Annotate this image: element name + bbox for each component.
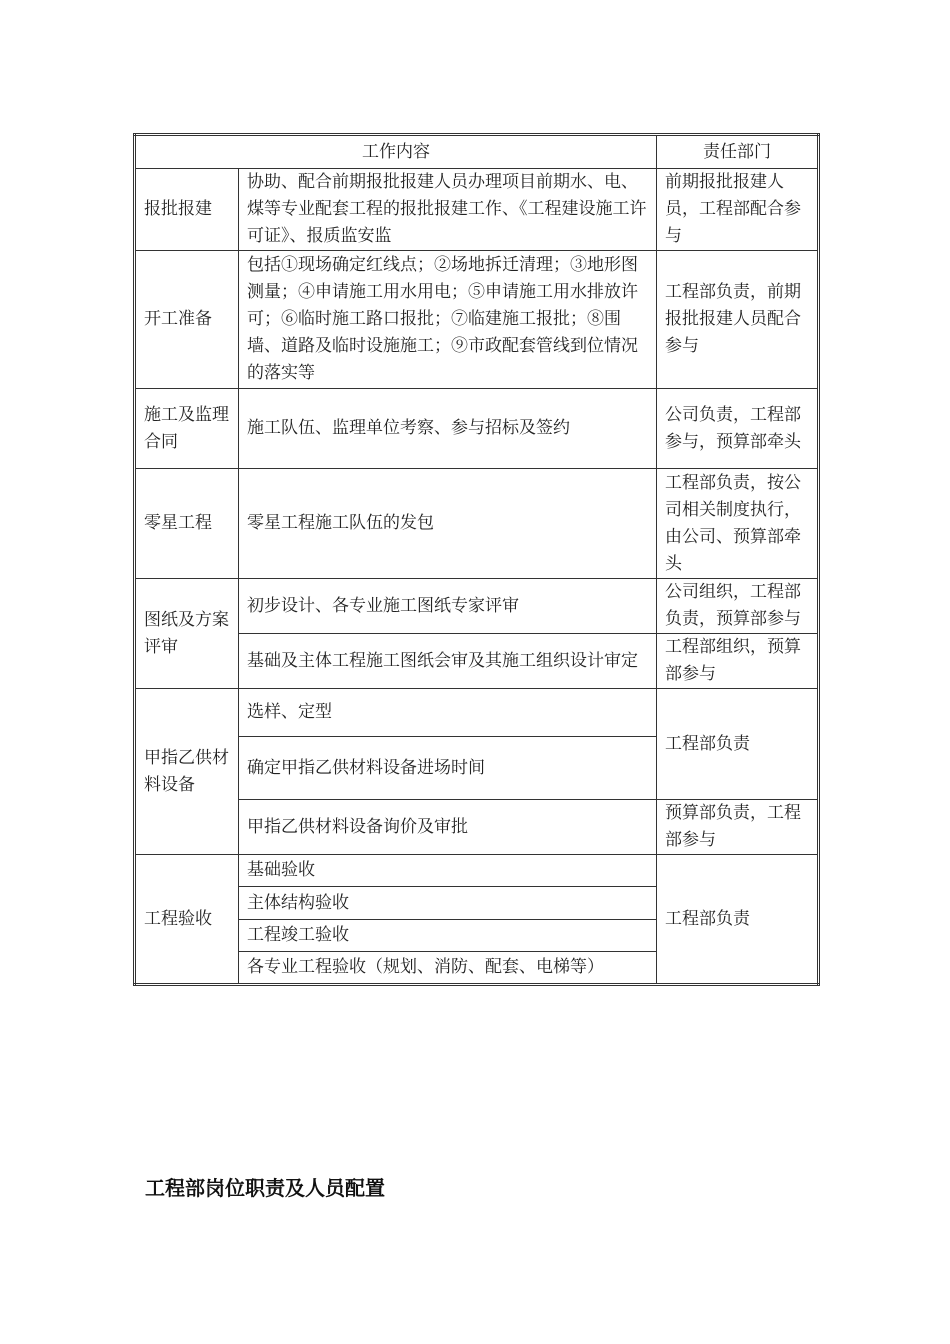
row-category: 工程验收 (135, 855, 239, 985)
row-content: 协助、配合前期报批报建人员办理项目前期水、电、煤等专业配套工程的报批报建工作、《工程建设施工许可证》、报质监安监 (239, 169, 657, 251)
row-category: 报批报建 (135, 169, 239, 251)
row-content: 主体结构验收 (239, 887, 657, 920)
row-content: 施工队伍、监理单位考察、参与招标及签约 (239, 389, 657, 469)
row-category: 零星工程 (135, 469, 239, 579)
row-department: 工程部组织，预算部参与 (657, 634, 819, 689)
section-title: 工程部岗位职责及人员配置 (145, 1176, 385, 1200)
row-content: 零星工程施工队伍的发包 (239, 469, 657, 579)
row-department: 公司负责，工程部参与，预算部牵头 (657, 389, 819, 469)
row-category: 甲指乙供材料设备 (135, 689, 239, 855)
row-department: 公司组织，工程部负责，预算部参与 (657, 579, 819, 634)
header-work-content: 工作内容 (135, 135, 657, 169)
table-row (135, 689, 819, 737)
header-responsible-department: 责任部门 (657, 135, 819, 169)
table-row (135, 579, 819, 634)
row-department: 工程部负责，按公司相关制度执行，由公司、预算部牵头 (657, 469, 819, 579)
row-category: 图纸及方案评审 (135, 579, 239, 689)
row-content: 基础及主体工程施工图纸会审及其施工组织设计审定 (239, 634, 657, 689)
table-row (135, 389, 819, 469)
row-category: 施工及监理合同 (135, 389, 239, 469)
row-content: 选样、定型 (239, 689, 657, 737)
table-row (135, 169, 819, 251)
row-content: 包括①现场确定红线点；②场地拆迁清理；③地形图测量；④申请施工用水用电；⑤申请施工用水排放许可；⑥临时施工路口报批；⑦临建施工报批；⑧围墙、道路及临时设施施工；⑨市政配套管线到位情况的落实等 (239, 251, 657, 389)
row-content: 初步设计、各专业施工图纸专家评审 (239, 579, 657, 634)
row-content: 各专业工程验收（规划、消防、配套、电梯等） (239, 952, 657, 985)
row-content: 甲指乙供材料设备询价及审批 (239, 800, 657, 855)
row-department: 工程部负责，前期报批报建人员配合参与 (657, 251, 819, 389)
table-header-row (135, 135, 819, 169)
table-row (135, 469, 819, 579)
row-department: 预算部负责，工程部参与 (657, 800, 819, 855)
row-department: 工程部负责 (657, 855, 819, 985)
table-row (135, 855, 819, 887)
row-category: 开工准备 (135, 251, 239, 389)
row-content: 基础验收 (239, 855, 657, 887)
row-department: 工程部负责 (657, 689, 819, 800)
row-department: 前期报批报建人员，工程部配合参与 (657, 169, 819, 251)
table-row (135, 251, 819, 389)
row-content: 确定甲指乙供材料设备进场时间 (239, 737, 657, 800)
row-content: 工程竣工验收 (239, 920, 657, 952)
responsibility-table (133, 133, 820, 986)
